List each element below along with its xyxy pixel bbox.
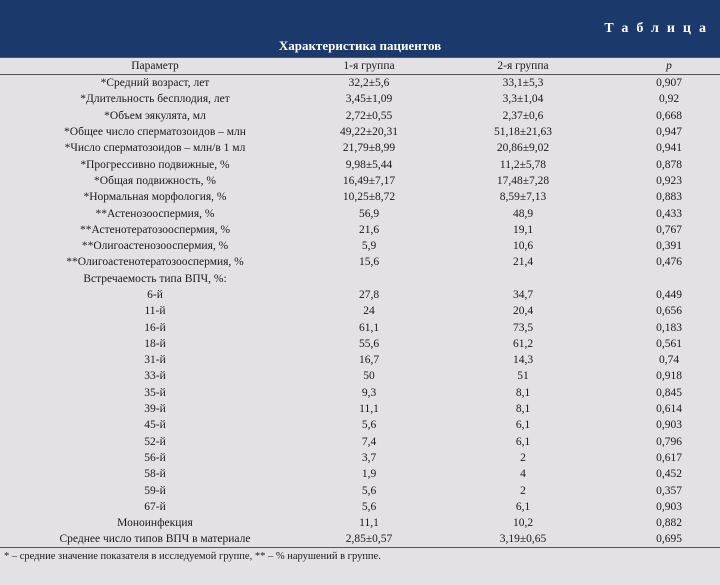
cell-group-2: 17,48±7,28 xyxy=(496,174,550,187)
cell-group-1: 3,45±1,09 xyxy=(345,93,393,106)
cell-parameter: 52-й xyxy=(144,435,166,448)
cell-group-1: 2,72±0,55 xyxy=(345,109,393,122)
table-row xyxy=(0,189,720,205)
cell-p: 0,391 xyxy=(656,240,682,253)
cell-parameter: 56-й xyxy=(144,451,166,464)
cell-p: 0,903 xyxy=(656,419,682,432)
cell-group-2: 3,19±0,65 xyxy=(499,533,547,546)
cell-p: 0,449 xyxy=(656,289,682,301)
cell-parameter: 58-й xyxy=(144,468,166,481)
cell-group-2: 48,9 xyxy=(512,207,534,220)
table-header-bar xyxy=(0,0,720,57)
cell-p: 0,923 xyxy=(656,174,682,187)
table-row xyxy=(0,531,720,547)
cell-group-2: 3,3±1,04 xyxy=(502,93,544,106)
cell-group-2: 6,1 xyxy=(515,419,531,432)
cell-group-2: 2 xyxy=(520,451,526,464)
cell-p: 0,668 xyxy=(656,109,682,122)
cell-p: 0,614 xyxy=(656,403,682,416)
cell-group-2: 2 xyxy=(520,484,526,497)
cell-group-2: 73,5 xyxy=(512,321,534,334)
table-row xyxy=(0,91,720,107)
cell-group-1: 5,6 xyxy=(361,484,377,497)
cell-parameter: *Общее число сперматозоидов – млн xyxy=(64,126,246,139)
cell-group-2: 8,1 xyxy=(515,386,531,399)
cell-p: 0,882 xyxy=(656,517,682,530)
cell-p: 0,796 xyxy=(656,435,682,448)
table-row xyxy=(0,222,720,238)
cell-group-1: 9,98±5,44 xyxy=(345,158,393,171)
cell-p: 0,907 xyxy=(656,77,682,90)
table-row xyxy=(0,287,720,303)
table-row xyxy=(0,368,720,384)
cell-p: 0,903 xyxy=(656,500,682,513)
cell-p: 0,947 xyxy=(656,126,682,139)
cell-group-1: 9,3 xyxy=(361,386,377,399)
table-row xyxy=(0,140,720,156)
cell-group-2: 14,3 xyxy=(512,354,534,367)
cell-p xyxy=(618,271,720,287)
table-row xyxy=(0,352,720,368)
cell-group-1: 5,9 xyxy=(361,240,377,253)
cell-group-1: 21,79±8,99 xyxy=(342,142,396,155)
cell-group-2: 6,1 xyxy=(515,435,531,448)
cell-group-2: 4 xyxy=(520,468,526,481)
cell-group-1: 61,1 xyxy=(358,321,380,334)
cell-p: 0,918 xyxy=(656,370,682,383)
table-row xyxy=(0,450,720,466)
cell-group-2: 8,1 xyxy=(515,403,531,416)
table-row xyxy=(0,156,720,172)
cell-parameter: *Общая подвижность, % xyxy=(94,174,216,187)
table-row xyxy=(0,385,720,401)
table-row xyxy=(0,303,720,319)
cell-group-2 xyxy=(428,271,618,287)
cell-group-1: 15,6 xyxy=(358,256,380,269)
column-header-group-2: 2-я группа xyxy=(428,58,618,75)
cell-group-2: 20,86±9,02 xyxy=(496,142,550,155)
cell-group-2: 61,2 xyxy=(512,337,534,350)
table-row xyxy=(0,417,720,433)
cell-group-2: 33,1±5,3 xyxy=(502,77,544,90)
cell-group-2: 20,4 xyxy=(512,305,534,318)
cell-parameter: Встречаемость типа ВПЧ, %: xyxy=(83,272,227,285)
table-row xyxy=(0,271,720,287)
table-row xyxy=(0,238,720,254)
cell-group-1: 10,25±8,72 xyxy=(342,191,396,204)
cell-parameter: 45-й xyxy=(144,419,166,432)
cell-parameter: Среднее число типов ВПЧ в материале xyxy=(59,533,251,546)
cell-group-1: 50 xyxy=(363,370,375,383)
cell-group-1: 32,2±5,6 xyxy=(348,77,390,90)
cell-group-1: 11,1 xyxy=(359,517,379,530)
table-row xyxy=(0,482,720,498)
cell-parameter: 35-й xyxy=(144,386,166,399)
cell-parameter: 16-й xyxy=(144,321,166,334)
cell-group-2: 51,18±21,63 xyxy=(493,126,553,139)
cell-p: 0,845 xyxy=(656,386,682,399)
cell-group-1: 49,22±20,31 xyxy=(339,126,399,139)
cell-parameter: *Прогрессивно подвижные, % xyxy=(80,158,230,171)
cell-group-1: 1,9 xyxy=(361,468,377,481)
cell-group-1: 56,9 xyxy=(358,207,380,220)
table-row xyxy=(0,434,720,450)
cell-group-2: 6,1 xyxy=(515,500,531,513)
cell-parameter: 33-й xyxy=(144,370,166,383)
cell-group-1: 5,6 xyxy=(361,500,377,513)
cell-parameter: Моноинфекция xyxy=(117,517,193,530)
table-row xyxy=(0,401,720,417)
cell-parameter: 11-й xyxy=(144,305,166,318)
cell-parameter: *Длительность бесплодия, лет xyxy=(80,93,230,106)
table-row xyxy=(0,336,720,352)
cell-group-1: 55,6 xyxy=(358,337,380,350)
cell-group-1: 2,85±0,57 xyxy=(345,533,393,546)
cell-group-1: 21,6 xyxy=(358,223,380,236)
column-header-p: p xyxy=(618,58,720,75)
cell-group-1: 7,4 xyxy=(361,435,377,448)
cell-p: 0,767 xyxy=(656,223,682,236)
cell-parameter: **Астенозооспермия, % xyxy=(95,207,215,220)
column-header-group-1: 1-я группа xyxy=(310,58,428,75)
cell-group-2: 19,1 xyxy=(512,223,534,236)
cell-group-1: 3,7 xyxy=(361,451,377,464)
cell-group-2: 11,2±5,78 xyxy=(499,158,547,171)
cell-group-1: 16,49±7,17 xyxy=(342,174,396,187)
cell-p: 0,74 xyxy=(658,354,680,367)
table-row xyxy=(0,319,720,335)
cell-parameter: **Олигоастенотератозооспермия, % xyxy=(66,256,244,269)
cell-group-2: 21,4 xyxy=(512,256,534,269)
table-row xyxy=(0,124,720,140)
cell-parameter: *Средний возраст, лет xyxy=(100,77,210,90)
table-row xyxy=(0,108,720,124)
cell-group-1: 24 xyxy=(363,305,375,318)
column-header-parameter: Параметр xyxy=(0,58,310,75)
cell-parameter: 31-й xyxy=(144,354,166,367)
cell-p: 0,476 xyxy=(656,256,682,269)
cell-group-2: 34,7 xyxy=(512,289,534,301)
cell-parameter: *Число сперматозоидов – млн/в 1 мл xyxy=(64,142,246,155)
table-footnote: * – средние значение показателя в исследуемой группе, ** – % нарушений в группе. xyxy=(4,551,381,562)
table-row xyxy=(0,173,720,189)
table-label: Таблица xyxy=(604,21,714,36)
cell-parameter: **Олигоастенозооспермия, % xyxy=(81,240,229,253)
cell-parameter: 18-й xyxy=(144,337,166,350)
table-row xyxy=(0,515,720,531)
cell-group-1 xyxy=(310,271,428,287)
cell-group-2: 2,37±0,6 xyxy=(502,109,544,122)
cell-group-1: 11,1 xyxy=(359,403,379,416)
cell-group-2: 10,2 xyxy=(512,517,534,530)
cell-p: 0,617 xyxy=(656,451,682,464)
cell-group-1: 16,7 xyxy=(358,354,380,367)
cell-p: 0,656 xyxy=(656,305,682,318)
cell-p: 0,357 xyxy=(656,484,682,497)
cell-parameter: *Объем эякулята, мл xyxy=(104,109,206,122)
cell-p: 0,92 xyxy=(658,93,680,106)
cell-p: 0,452 xyxy=(656,468,682,481)
table-row xyxy=(0,205,720,221)
table-row xyxy=(0,254,720,270)
table-header-row xyxy=(0,58,720,75)
cell-parameter: *Нормальная морфология, % xyxy=(83,191,227,204)
cell-group-2: 8,59±7,13 xyxy=(499,191,547,204)
patients-table xyxy=(0,58,720,548)
table-row xyxy=(0,75,720,92)
cell-parameter: 39-й xyxy=(144,403,166,416)
cell-group-2: 10,6 xyxy=(512,240,534,253)
table-title: Характеристика пациентов xyxy=(278,38,442,53)
table-container xyxy=(0,57,720,548)
cell-parameter: 6-й xyxy=(147,289,163,301)
cell-group-1: 27,8 xyxy=(358,289,380,301)
cell-parameter: **Астенотератозооспермия, % xyxy=(79,223,231,236)
cell-parameter: 67-й xyxy=(144,500,166,513)
cell-group-2: 51 xyxy=(517,370,529,383)
table-row xyxy=(0,499,720,515)
cell-p: 0,561 xyxy=(656,337,682,350)
cell-parameter: 59-й xyxy=(144,484,166,497)
table-row xyxy=(0,466,720,482)
cell-group-1: 5,6 xyxy=(361,419,377,432)
cell-p: 0,433 xyxy=(656,207,682,220)
table-body xyxy=(0,75,720,548)
cell-p: 0,941 xyxy=(656,142,682,155)
cell-p: 0,883 xyxy=(656,191,682,204)
cell-p: 0,183 xyxy=(656,321,682,334)
cell-p: 0,878 xyxy=(656,158,682,171)
cell-p: 0,695 xyxy=(656,533,682,546)
